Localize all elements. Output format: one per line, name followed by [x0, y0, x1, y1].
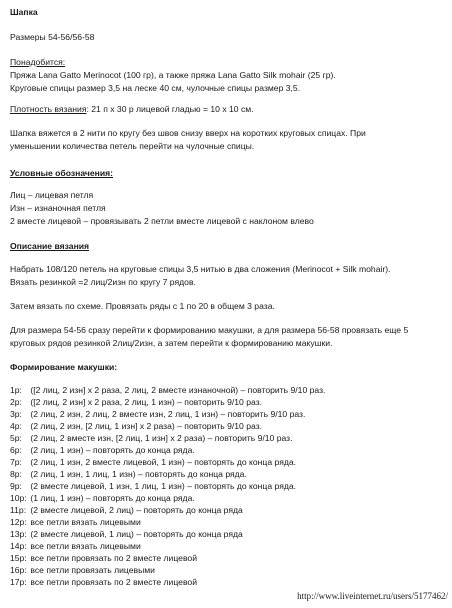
crown-row [10, 445, 195, 456]
row-text: (2 вместе лицевой, 2 лиц) – повторять до конца ряда [30, 505, 243, 515]
legend-heading: Условные обозначения: [10, 168, 113, 178]
needed-line-1: Пряжа Lana Gatto Merinocot (100 гр), а также пряжа Lana Gatto Silk mohair (25 гр). [10, 70, 336, 80]
row-number: 10р: [10, 493, 27, 503]
description-heading: Описание вязания [10, 241, 90, 251]
crown-row [10, 481, 296, 492]
needed-line-2: Круговые спицы размер 3,5 на леске 40 см, чулочные спицы размер 3,5. [10, 83, 301, 93]
crown-heading: Формирование макушки: [10, 362, 118, 372]
row-number: 15р: [10, 553, 27, 563]
description-line-4: Для размера 54-56 сразу перейти к формированию макушки, а для размера 56-58 провязать еще 5 [10, 325, 409, 335]
row-text: (2 лиц, 1 изн) – повторять до конца ряда. [30, 445, 195, 455]
sizes-text: Размеры 54-56/56-58 [10, 32, 95, 42]
crown-row [10, 457, 296, 468]
row-number: 5р: [10, 433, 22, 443]
row-text: (1 лиц, 1 изн) – повторять до конца ряда. [30, 493, 195, 503]
row-number: 4р: [10, 421, 22, 431]
gauge-text: : 21 п х 30 р лицевой гладью = 10 х 10 см. [86, 104, 254, 114]
crown-row [10, 493, 195, 504]
needed-heading: Понадобится: [10, 57, 66, 67]
description-line-1: Набрать 108/120 петель на круговые спицы 3,5 нитью в два сложения (Merinocot + Silk mohair). [10, 264, 391, 274]
row-text: все петли провязать лицевыми [30, 565, 155, 575]
row-number: 7р: [10, 457, 22, 467]
intro-line-1: Шапка вяжется в 2 нити по кругу без швов снизу вверх на коротких круговых спицах. При [10, 128, 366, 138]
crown-row [10, 385, 325, 396]
description-line-5: круговых рядов резинкой 2лиц/2изн, а затем перейти к формированию макушки. [10, 338, 333, 348]
row-text: (2 лиц, 1 изн, 1 лиц, 1 изн) – повторять до конца ряда. [30, 469, 247, 479]
crown-row [10, 421, 262, 432]
description-line-3: Затем вязать по схеме. Провязать ряды с 1 по 20 в общем 3 раза. [10, 301, 275, 311]
row-number: 13р: [10, 529, 27, 539]
row-text: ([2 лиц, 2 изн] х 2 раза, 2 лиц, 2 вместе изнаночной) – повторить 9/10 раз. [30, 385, 326, 395]
row-number: 2р: [10, 397, 22, 407]
row-text: (2 лиц, 2 изн, 2 лиц, 2 вместе изн, 2 лиц, 1 изн) – повторить 9/10 раз. [30, 409, 306, 419]
row-text: (2 вместе лицевой, 1 изн, 1 лиц, 1 изн) – повторять до конца ряда. [30, 481, 297, 491]
row-text: (2 вместе лицевой, 1 лиц) – повторять до конца ряда [30, 529, 243, 539]
crown-row [10, 433, 292, 444]
gauge-label: Плотность вязания [10, 104, 87, 114]
row-number: 14р: [10, 541, 27, 551]
row-number: 8р: [10, 469, 22, 479]
crown-row [10, 397, 262, 408]
gauge-line [10, 104, 254, 115]
row-text: (2 лиц, 2 изн, [2 лиц, 1 изн] х 2 раза) – повторить 9/10 раз. [30, 421, 263, 431]
legend-item-3: 2 вместе лицевой – провязывать 2 петли вместе лицевой с наклоном влево [10, 216, 314, 226]
watermark-url: http://www.liveinternet.ru/users/5177462/ [297, 591, 448, 601]
row-number: 3р: [10, 409, 22, 419]
document-title: Шапка [10, 7, 38, 17]
row-text: (2 лиц, 1 изн, 2 вместе лицевой, 1 изн) – повторять до конца ряда. [30, 457, 297, 467]
row-number: 16р: [10, 565, 27, 575]
legend-item-2: Изн – изнаночная петля [10, 203, 106, 213]
crown-row [10, 565, 155, 576]
description-line-2: Вязать резинкой =2 лиц/2изн по кругу 7 рядов. [10, 277, 196, 287]
row-number: 11р: [10, 505, 27, 515]
row-number: 17р: [10, 577, 27, 587]
crown-row [10, 505, 243, 516]
row-text: все петли провязать по 2 вместе лицевой [30, 577, 198, 587]
row-number: 6р: [10, 445, 22, 455]
row-text: ([2 лиц, 2 изн] х 2 раза, 2 лиц, 1 изн) – повторить 9/10 раз. [30, 397, 263, 407]
row-number: 9р: [10, 481, 22, 491]
crown-row [10, 529, 243, 540]
crown-row [10, 541, 141, 552]
legend-item-1: Лиц – лицевая петля [10, 190, 94, 200]
row-number: 12р: [10, 517, 27, 527]
row-text: все петли провязать по 2 вместе лицевой [30, 553, 198, 563]
crown-row [10, 577, 197, 588]
row-text: (2 лиц, 2 вместе изн, [2 лиц, 1 изн] х 2 раза) – повторить 9/10 раз. [30, 433, 293, 443]
crown-row [10, 517, 141, 528]
row-number: 1р: [10, 385, 22, 395]
row-text: все петли вязать лицевыми [30, 517, 141, 527]
intro-line-2: уменьшении количества петель перейти на чулочные спицы. [10, 141, 255, 151]
crown-row [10, 469, 247, 480]
crown-row [10, 553, 197, 564]
crown-row [10, 409, 305, 420]
row-text: все петли вязать лицевыми [30, 541, 141, 551]
